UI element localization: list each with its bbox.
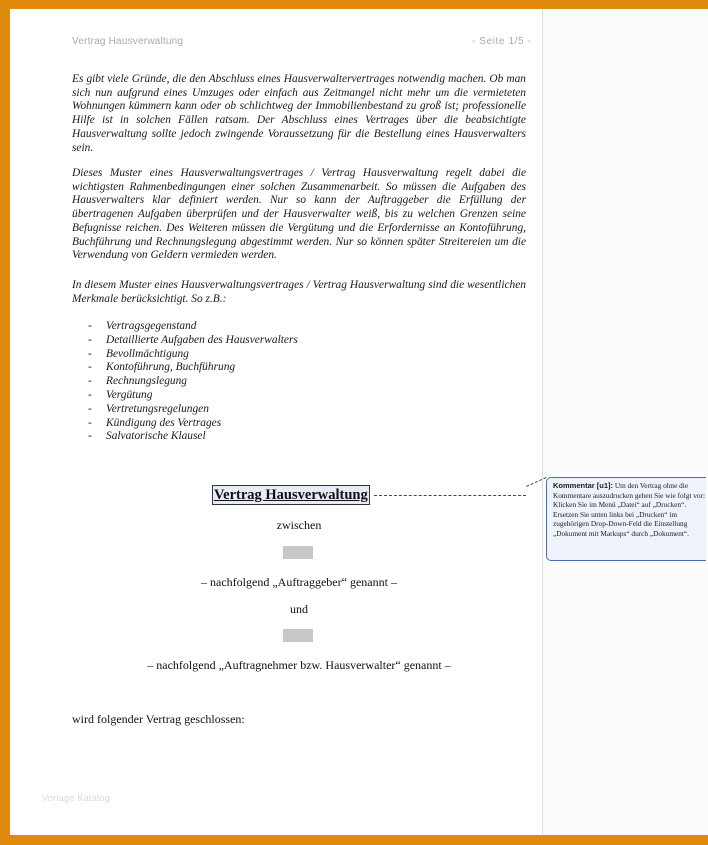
comment-label: Kommentar [u1]: bbox=[553, 481, 614, 490]
list-item-text: Vertretungsregelungen bbox=[106, 402, 209, 415]
contract-title[interactable]: Vertrag Hausverwaltung bbox=[214, 487, 368, 503]
list-item-text: Salvatorische Klausel bbox=[106, 430, 206, 443]
bullet-dash: - bbox=[88, 361, 92, 374]
list-item bbox=[72, 389, 298, 403]
between-text: zwischen bbox=[276, 518, 322, 532]
page-number: - Seite 1/5 - bbox=[472, 36, 532, 47]
and-text: und bbox=[290, 602, 308, 616]
list-item bbox=[72, 417, 298, 431]
list-item-text: Vergütung bbox=[106, 388, 153, 401]
features-list bbox=[72, 320, 298, 444]
contractor-role-line: – nachfolgend „Auftragnehmer bzw. Hausverwalter“ genannt – bbox=[147, 658, 451, 672]
client-role-line: – nachfolgend „Auftraggeber“ genannt – bbox=[201, 575, 397, 589]
list-item bbox=[72, 320, 298, 334]
bullet-dash: - bbox=[88, 375, 92, 388]
list-item-text: Kontoführung, Buchführung bbox=[106, 361, 236, 374]
comment-margin bbox=[542, 9, 708, 835]
review-comment-balloon[interactable] bbox=[546, 477, 706, 561]
bullet-dash: - bbox=[88, 347, 92, 360]
footer-watermark: Vorlage Katalog bbox=[42, 793, 111, 803]
bullet-dash: - bbox=[88, 320, 92, 332]
list-item-text: Kündigung des Vertrages bbox=[106, 416, 222, 429]
list-item bbox=[72, 403, 298, 417]
list-item bbox=[72, 361, 298, 375]
features-paragraph: In diesem Muster eines Hausverwaltungsvertrages / Vertrag Hausverwaltung sind die wesentlichen Merkmale berücksichtigt. So z.B.: bbox=[72, 279, 526, 305]
bullet-dash: - bbox=[88, 333, 92, 346]
list-item-text: Detaillierte Aufgaben des Hausverwalters bbox=[106, 333, 298, 346]
closing-sentence: wird folgender Vertrag geschlossen: bbox=[72, 712, 245, 726]
list-item-text: Vertragsgegenstand bbox=[106, 320, 197, 332]
description-paragraph: Dieses Muster eines Hausverwaltungsvertrages / Vertrag Hausverwaltung regelt dabei die wichtigsten Rahmenbedingungen einer solchen Zusammenarbeit. So müssen die Aufgaben des Hausverwalters klar definiert werden. Nur so kann der Auftraggeber die Erfüllung der übertragenen Aufgaben überprüfen und der Hausverwalter weiß, bis zu welchen Grenzen seine Befugnisse reichen. Des Weiteren müssen die Vergütung und die Erfordernisse an Kontoführung, Buchführung und Rechnungslegung abgestimmt werden. Nur so können später Streitereien um die Verwendung von Geldern vermieden werden. bbox=[72, 167, 526, 262]
intro-paragraph: Es gibt viele Gründe, die den Abschluss eines Hausverwaltervertrages notwendig machen. Ob man sich nun aufgrund eines Umzuges oder einfach aus Zeitmangel nicht mehr um die vermieteten Wohnungen kümmern kann oder ob schlichtweg der Immobilienbestand zu groß ist; professionelle Hilfe ist in solchen Fällen ratsam. Der Abschluss eines Vertrages über die beabsichtigte Hausverwaltung sollte jedoch zwingende Voraussetzung für die Bestellung eines Hausverwalters sein. bbox=[72, 73, 526, 154]
list-item-text: Bevollmächtigung bbox=[106, 347, 189, 360]
comment-connector-line bbox=[374, 495, 526, 496]
list-item-text: Rechnungslegung bbox=[106, 375, 187, 388]
bullet-dash: - bbox=[88, 430, 92, 443]
bullet-dash: - bbox=[88, 402, 92, 415]
client-name-field[interactable] bbox=[283, 546, 313, 559]
list-item bbox=[72, 430, 298, 444]
bullet-dash: - bbox=[88, 388, 92, 401]
list-item bbox=[72, 348, 298, 362]
contractor-name-field[interactable] bbox=[283, 629, 313, 642]
list-item bbox=[72, 334, 298, 348]
bullet-dash: - bbox=[88, 416, 92, 429]
list-item bbox=[72, 375, 298, 389]
comment-text: Um den Vertrag ohne die Kommentare auszudrucken gehen Sie wie folgt vor: Klicken Sie im Menü „Datei“ auf „Drucken“. Ersetzen Sie unten links bei „Drucken“ im zugehörigen Drop-Down-Feld die Einstellung „Dokument mit Markups“ durch „Dokument“. bbox=[553, 481, 705, 538]
page-header-title: Vertrag Hausverwaltung bbox=[72, 36, 184, 47]
